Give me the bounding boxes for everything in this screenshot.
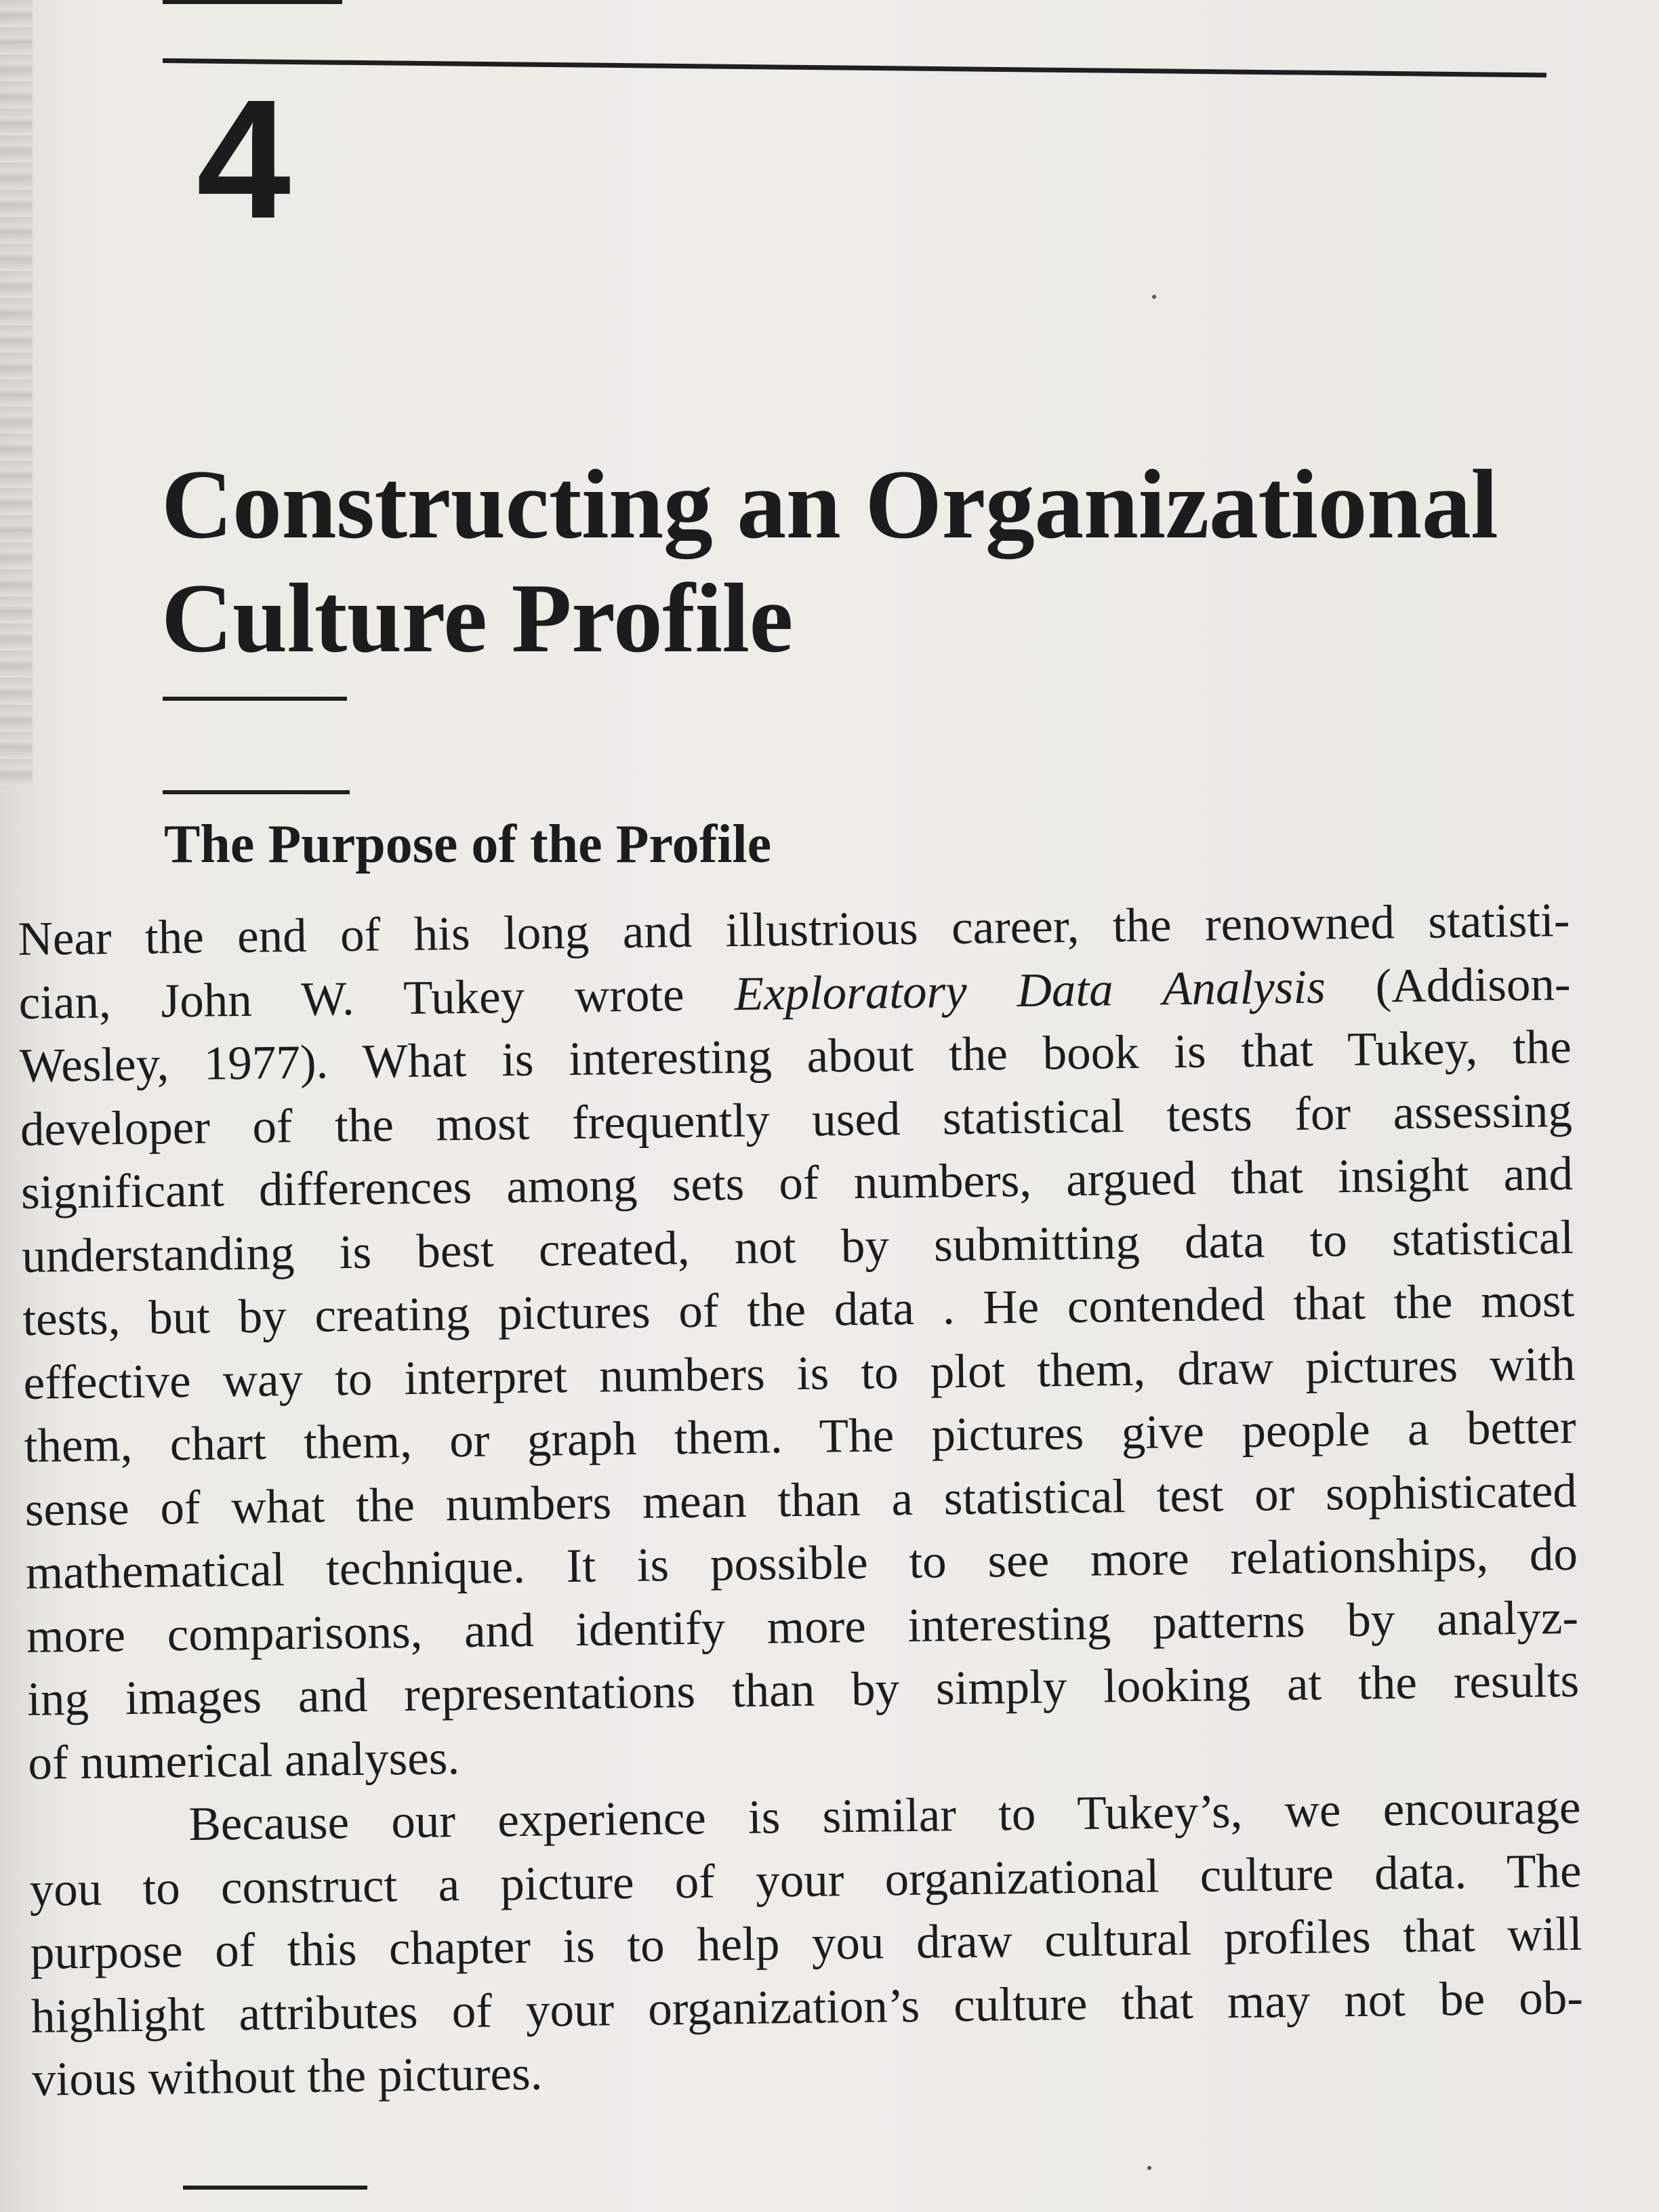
text-line: more comparisons, and identify more interesting patterns by analyz- (26, 1591, 1579, 1663)
paper-speck (1147, 2166, 1151, 2170)
text-line: effective way to interpret numbers is to plot them, draw pictures with (23, 1337, 1576, 1410)
section-rule (163, 790, 350, 794)
text-line: purpose of this chapter is to help you draw cultural profiles that will (30, 1907, 1583, 1980)
text-line: highlight attributes of your organization’s culture that may not be ob- (30, 1971, 1584, 2043)
chapter-title: Constructing an Organizational Culture Profile (161, 449, 1498, 673)
paragraph-2 (28, 1776, 1584, 2112)
text-line: of numerical analyses. (27, 1731, 460, 1790)
paragraph-1 (18, 889, 1580, 1795)
text-line: Because our experience is similar to Tukey’s, we encourage (188, 1780, 1581, 1851)
section-heading: The Purpose of the Profile (164, 815, 772, 874)
text-line: significant differences among sets of numbers, argued that insight and (20, 1147, 1574, 1219)
text-line: ing images and representations than by simply looking at the results (26, 1654, 1580, 1726)
bottom-rule (183, 2186, 367, 2190)
text-line: you to construct a picture of your organizational culture data. The (29, 1844, 1582, 1917)
text-line: tests, but by creating pictures of the data . He contended that the most (22, 1273, 1575, 1346)
body-text (18, 889, 1584, 2112)
text-line: developer of the most frequently used statistical tests for assessing (20, 1084, 1573, 1156)
title-underline-rule (163, 697, 347, 701)
chapter-number: 4 (197, 64, 291, 253)
text-line: Near the end of his long and illustrious career, the renowned statisti- (18, 894, 1570, 966)
text-line: understanding is best created, not by submitting data to statistical (21, 1210, 1574, 1283)
text-line: them, chart them, or graph them. The pictures give people a better (24, 1400, 1577, 1473)
top-long-rule (163, 58, 1547, 77)
text-line: Wesley, 1977). What is interesting about the book is that Tukey, the (19, 1021, 1572, 1092)
text-span: (Addison- (1325, 957, 1572, 1013)
text-line: mathematical technique. It is possible to see more relationships, do (25, 1527, 1578, 1599)
text-span: cian, John W. Tukey wrote (18, 967, 735, 1029)
book-title: Exploratory Data Analysis (734, 960, 1326, 1021)
adjacent-page-edge (0, 0, 33, 786)
text-line: sense of what the numbers mean than a statistical test or sophisticated (24, 1464, 1578, 1536)
top-short-rule (163, 0, 342, 4)
paper-speck (1152, 295, 1156, 299)
text-line: vious without the pictures. (31, 2047, 543, 2106)
